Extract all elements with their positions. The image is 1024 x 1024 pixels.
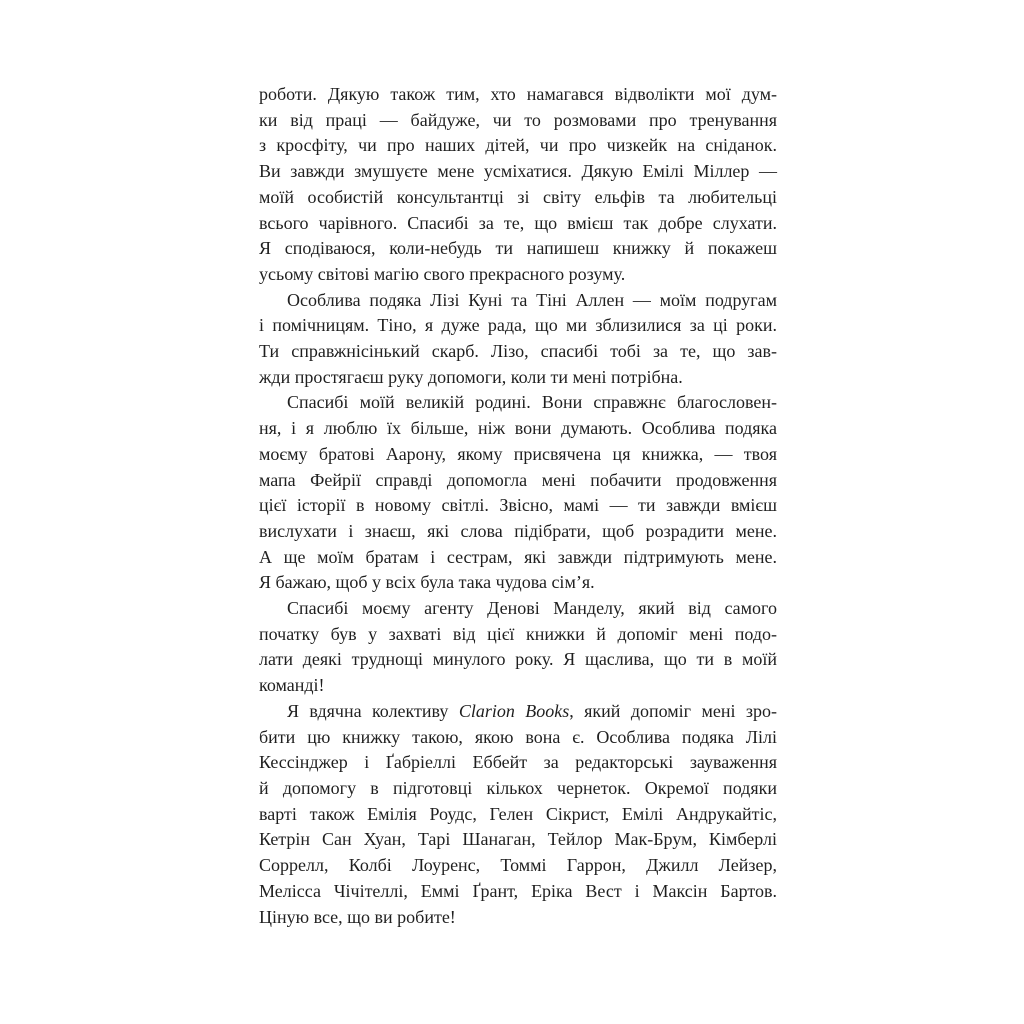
paragraph-3 [259, 390, 777, 596]
text-line: усьому світові магію свого прекрасного розуму. [259, 263, 626, 284]
text-line: цієї історії в новому світлі. Звісно, мамі — ти завжди вмієш [259, 495, 777, 516]
text-line: Ти справжнісінький скарб. Лізо, спасибі тобі за те, що зав- [259, 341, 777, 362]
text-line: жди простягаєш руку допомоги, коли ти мені потрібна. [259, 366, 683, 387]
text-line: Я бажаю, щоб у всіх була така чудова сім’я. [259, 572, 595, 593]
text-line: Мелісса Чічітеллі, Еммі Ґрант, Еріка Вест і Максін Бартов. [259, 880, 777, 901]
text-line: Я вдячна колективу Clarion Books, який допоміг мені зро- [287, 700, 777, 721]
text-line: Спасибі моєму агенту Денові Манделу, який від самого [287, 598, 777, 619]
text-line: лати деякі труднощі минулого року. Я щаслива, що ти в моїй [259, 649, 777, 670]
text-line: Кессінджер і Ґабріеллі Еббейт за редакторські зауваження [259, 752, 777, 773]
body-text [259, 82, 777, 930]
paragraph-1 [259, 82, 777, 288]
text-line: ки від праці — байдуже, чи то розмовами про тренування [259, 109, 777, 130]
text-line: роботи. Дякую також тим, хто намагався відволікти мої дум- [259, 84, 777, 104]
italic-publisher-name: Clarion Books [458, 700, 570, 721]
text-line: Кетрін Сан Хуан, Тарі Шанаган, Тейлор Мак-Брум, Кімберлі [259, 829, 777, 850]
text-line: мапа Фейрії справді допомогла мені побачити продовження [259, 469, 777, 490]
text-line: й допомогу в підготовці кількох чернеток. Окремої подяки [259, 777, 777, 798]
text-line: моїй особистій консультантці зі світу ельфів та любительці [259, 186, 777, 207]
text-line: ня, і я люблю їх більше, ніж вони думають. Особлива подяка [259, 418, 777, 439]
paragraph-4 [259, 596, 777, 699]
text-line: початку був у захваті від цієї книжки й допоміг мені подо- [259, 623, 777, 644]
text-line: Ціную все, що ви робите! [259, 906, 456, 927]
text-line: бити цю книжку такою, якою вона є. Особлива подяка Лілі [259, 726, 777, 747]
text-line: Я сподіваюся, коли-небудь ти напишеш книжку й покажеш [259, 238, 777, 259]
text-line: Спасибі моїй великій родині. Вони справжнє благословен- [287, 392, 777, 413]
text-line: Ви завжди змушуєте мене усміхатися. Дякую Емілі Міллер — [259, 161, 777, 182]
text-line: з кросфіту, чи про наших дітей, чи про чизкейк на сніданок. [259, 135, 777, 156]
text-line: всього чарівного. Спасибі за те, що вмієш так добре слухати. [259, 212, 777, 233]
paragraph-5 [259, 699, 777, 930]
text-line: моєму братові Аарону, якому присвячена ця книжка, — твоя [259, 443, 777, 464]
paragraph-2 [259, 288, 777, 391]
text-line: Соррелл, Колбі Лоуренс, Томмі Гаррон, Джилл Лейзер, [259, 855, 777, 876]
text-line: команді! [259, 675, 325, 696]
text-line: Особлива подяка Лізі Куні та Тіні Аллен — моїм подругам [287, 289, 777, 310]
text-line: і помічницям. Тіно, я дуже рада, що ми зблизилися за ці роки. [259, 315, 777, 336]
text-line: А ще моїм братам і сестрам, які завжди підтримують мене. [259, 546, 777, 567]
text-line: варті також Емілія Роудс, Гелен Сікрист, Емілі Андрукайтіс, [259, 803, 777, 824]
text-line: вислухати і знаєш, які слова підібрати, щоб розрадити мене. [259, 520, 777, 541]
